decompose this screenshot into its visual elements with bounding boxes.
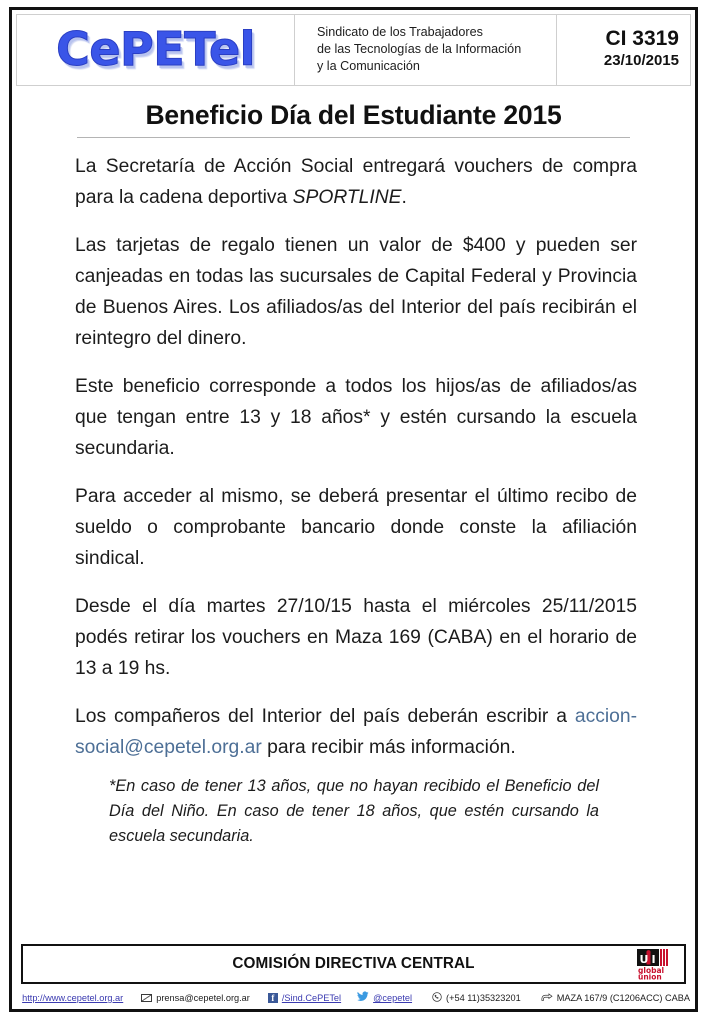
paragraph-6-text-b: para recibir más información.: [261, 737, 516, 759]
subtitle-line-3: y la Comunicación: [317, 59, 420, 73]
circular-date: 23/10/2015: [603, 52, 679, 69]
document-header: [16, 14, 691, 86]
circular-frame: [9, 7, 698, 1012]
paragraph-4: Para acceder al mismo, se deberá presentar el último recibo de sueldo o comprobante bancario donde conste la afiliación sindical.: [75, 486, 637, 570]
sportline-brand: SPORTLINE: [292, 187, 402, 209]
twitter-bird-icon: [357, 991, 369, 1005]
contact-strip: [17, 987, 690, 1009]
paragraph-5: Desde el día martes 27/10/15 hasta el miércoles 25/11/2015 podés retirar los vouchers en Maza 169 (CABA) en el horario de 13 a 19 hs.: [75, 596, 637, 680]
facebook-link[interactable]: /Sind.CePETel: [281, 993, 342, 1003]
page-title: Beneficio Día del Estudiante 2015: [145, 100, 562, 130]
contact-facebook[interactable]: [268, 993, 341, 1003]
accion-social-email-link[interactable]: accion-social@cepetel.org.ar: [75, 706, 637, 759]
website-link[interactable]: http://www.cepetel.org.ar: [22, 993, 124, 1003]
cepetel-logo-text: CePETel: [56, 22, 255, 76]
circular-id: CI 3319: [605, 27, 679, 50]
paragraph-6: [75, 701, 637, 763]
facebook-icon: f: [268, 993, 278, 1003]
signature-text: COMISIÓN DIRECTIVA CENTRAL: [232, 955, 475, 972]
organization-subtitle: [295, 15, 557, 85]
mail-icon: [141, 994, 152, 1002]
body-spacer: [12, 897, 695, 944]
paragraph-6-text-a: Los compañeros del Interior del país deberán escribir a: [75, 706, 575, 728]
contact-phone: [432, 992, 521, 1005]
signature-box: [21, 944, 686, 984]
footnote: *En caso de tener 13 años, que no hayan recibido el Beneficio del Día del Niño. En caso de tener 18 años, que estén cursando la escuela secundaria.: [109, 777, 599, 846]
circular-meta: [557, 15, 690, 85]
phone-icon: [432, 992, 442, 1005]
contact-twitter[interactable]: [357, 991, 412, 1005]
document-body: [12, 138, 695, 896]
subtitle-line-2: de las Tecnologías de la Información: [317, 42, 522, 56]
svg-text:U: U: [639, 953, 649, 966]
contact-address: [541, 992, 690, 1005]
uni-global-union-logo: [635, 948, 671, 980]
location-pin-icon: [541, 992, 553, 1005]
paragraph-1-text-a: La Secretaría de Acción Social entregará vouchers de compra para la cadena deportiva: [75, 156, 637, 209]
email-text: prensa@cepetel.org.ar: [156, 993, 250, 1003]
paragraph-3: Este beneficio corresponde a todos los hijos/as de afiliados/as que tengan entre 13 y 18 años* y estén cursando la escuela secundaria.: [75, 376, 637, 460]
contact-email[interactable]: [141, 993, 250, 1003]
cepetel-logo: [17, 15, 295, 85]
phone-text: (+54 11)35323201: [446, 993, 521, 1003]
svg-text:global: global: [638, 966, 665, 975]
contact-website[interactable]: [22, 993, 123, 1003]
svg-text:I: I: [651, 953, 656, 966]
svg-text:union: union: [638, 972, 662, 980]
paragraph-1-text-b: .: [401, 187, 407, 209]
paragraph-1: [75, 151, 637, 213]
twitter-link[interactable]: @cepetel: [373, 993, 413, 1003]
subtitle-line-1: Sindicato de los Trabajadores: [317, 25, 483, 39]
address-text: MAZA 167/9 (C1206ACC) CABA: [556, 993, 690, 1003]
paragraph-2: Las tarjetas de regalo tienen un valor de $400 y pueden ser canjeadas en todas las sucursales de Capital Federal y Provincia de Buenos Aires. Los afiliados/as del Interior del país recibirán el reintegro del dinero.: [75, 235, 637, 350]
page-title-block: [64, 100, 643, 138]
